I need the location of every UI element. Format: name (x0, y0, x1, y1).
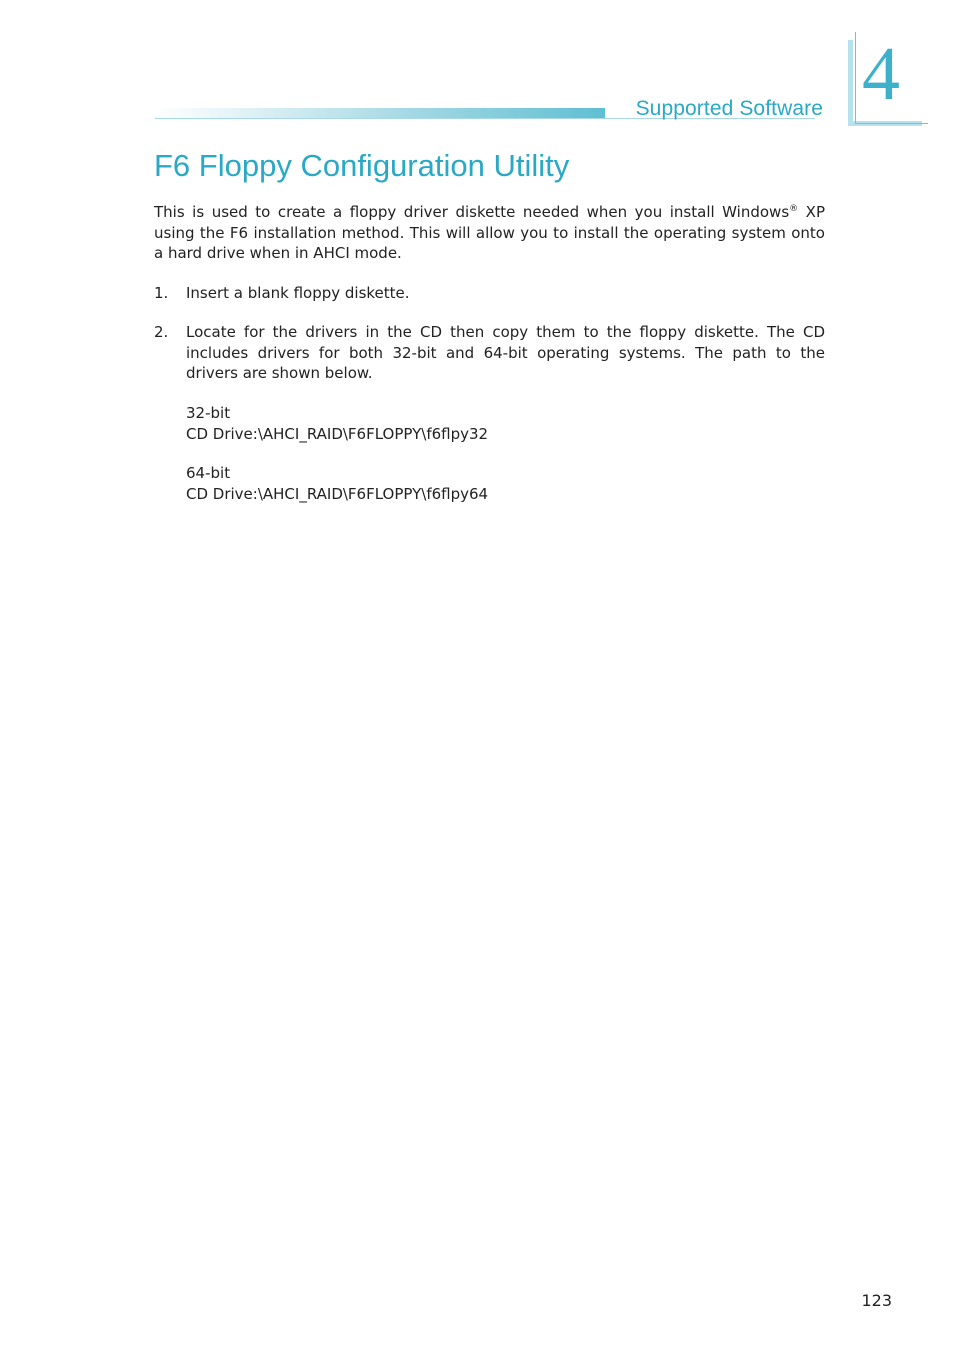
path-label: 32-bit (186, 404, 231, 422)
step-number: 2. (154, 323, 169, 341)
page-number: 123 (861, 1291, 892, 1310)
list-item-step-2 (154, 322, 825, 384)
header-gradient-bar (155, 108, 605, 118)
path-value: CD Drive:\AHCI_RAID\F6FLOPPY\f6flpy32 (186, 424, 489, 443)
driver-path-64bit (186, 463, 488, 504)
intro-text-part-1: This is used to create a floppy driver diskette needed when you install Windows (154, 203, 790, 221)
intro-paragraph (154, 202, 825, 264)
path-value: CD Drive:\AHCI_RAID\F6FLOPPY\f6flpy64 (186, 484, 489, 503)
chapter-marker-shadow-vertical (848, 40, 853, 126)
section-title: Supported Software (635, 97, 823, 120)
chapter-marker (848, 32, 928, 126)
driver-path-32bit (186, 403, 488, 444)
list-item-step-1 (154, 283, 825, 304)
step-text: Insert a blank floppy diskette. (186, 284, 410, 302)
page-title: F6 Floppy Configuration Utility (154, 148, 570, 183)
registered-mark: ® (789, 204, 799, 214)
intro-text-part-2: XP using the F6 installation method. This will allow you to install the operating system onto a hard drive when in AHCI mode. (154, 203, 825, 262)
chapter-marker-line-vertical (855, 32, 856, 124)
path-label: 64-bit (186, 464, 231, 482)
step-text: Locate for the drivers in the CD then copy them to the floppy diskette. The CD includes drivers for both 32-bit and 64-bit operating systems. The path to the drivers are shown below. (186, 323, 825, 382)
step-number: 1. (154, 284, 169, 302)
chapter-marker-line-horizontal (855, 123, 928, 124)
chapter-number: 4 (862, 32, 900, 116)
